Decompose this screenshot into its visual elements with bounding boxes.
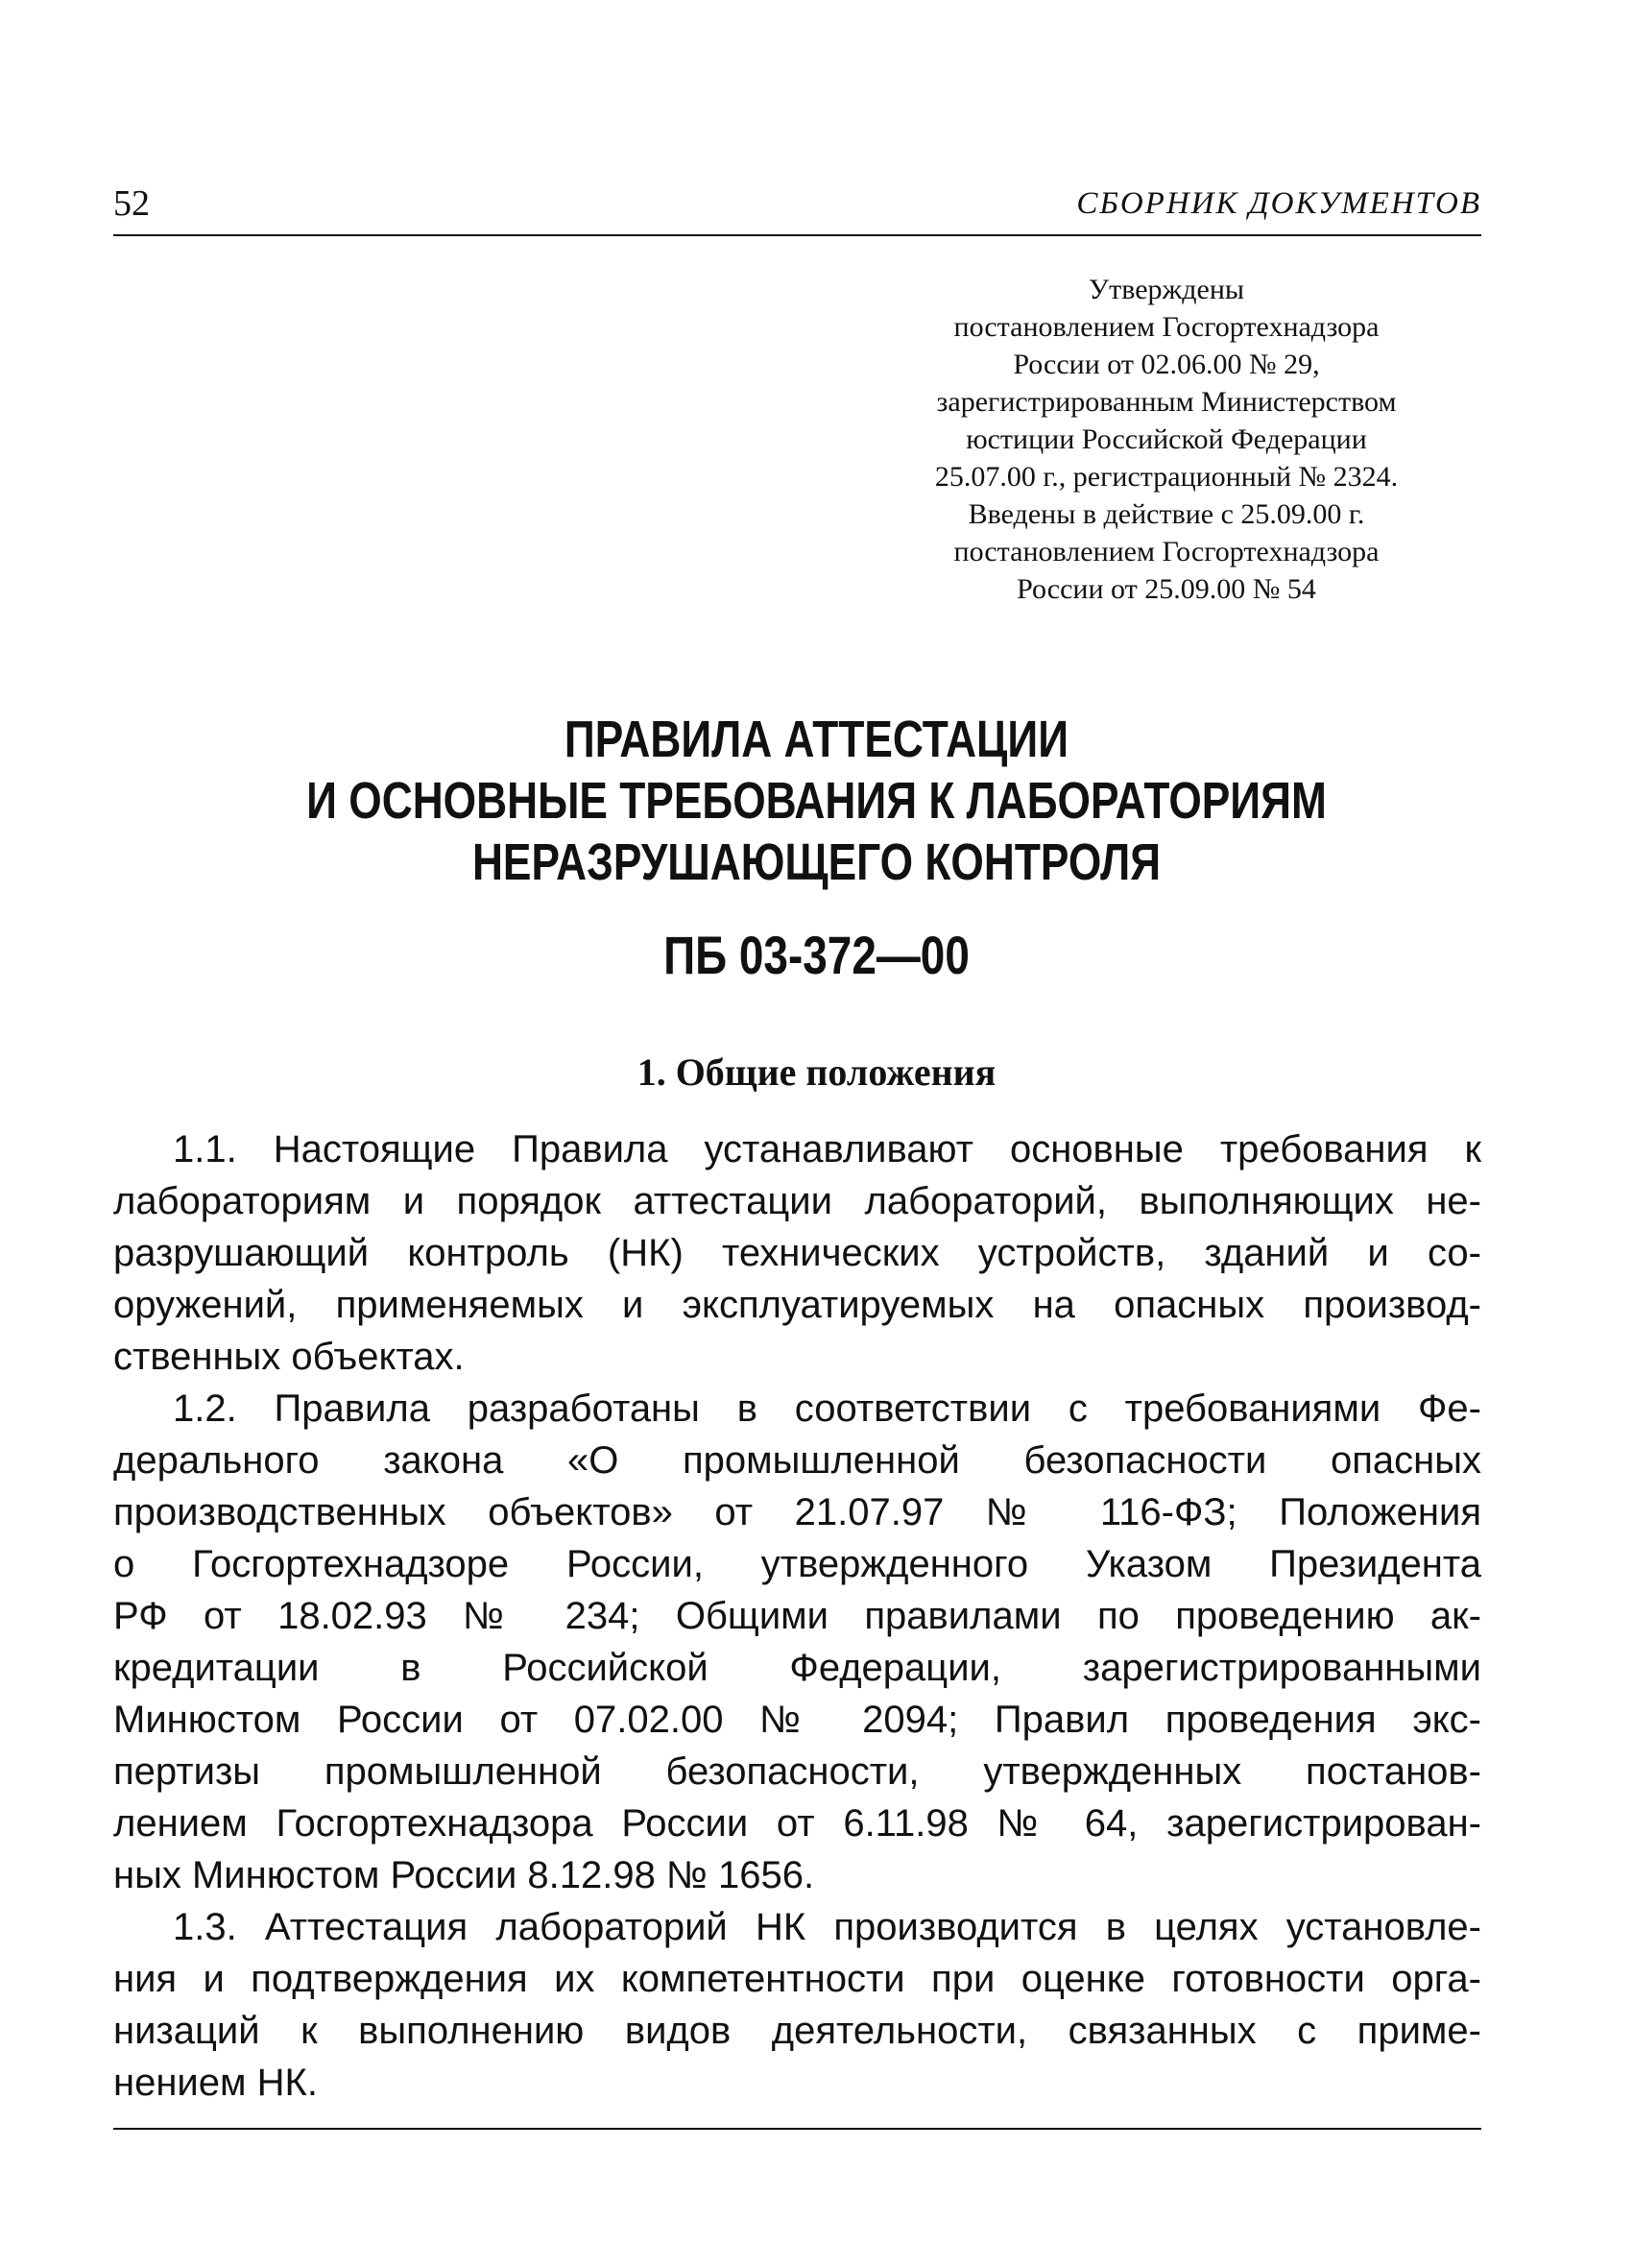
approval-line: юстиции Российской Федерации <box>966 423 1367 455</box>
text-line: пертизы промышленной безопасности, утвержденных постанов- <box>113 1750 1481 1793</box>
text-line: ния и подтверждения их компетентности при оценке готовности орга- <box>113 1958 1481 2000</box>
text-line: нением НК. <box>113 2062 318 2104</box>
approval-line: 25.07.00 г., регистрационный № 2324. <box>934 461 1399 493</box>
text-line: 1.2. Правила разработаны в соответствии с требованиями Фе- <box>173 1387 1481 1430</box>
text-line: ственных объектах. <box>113 1336 465 1378</box>
document-title <box>0 709 1633 893</box>
text-line: дерального закона «О промышленной безопасности опасных <box>113 1439 1481 1482</box>
text-line: лением Госгортехнадзора России от 6.11.98 № 64, зарегистрирован- <box>113 1802 1481 1845</box>
approval-line: России от 25.09.00 № 54 <box>1017 573 1316 605</box>
text-line: 1.3. Аттестация лабораторий НК производится в целях установле- <box>173 1906 1481 1948</box>
approval-line: постановлением Госгортехнадзора <box>953 311 1380 343</box>
text-line: производственных объектов» от 21.07.97 № 116-ФЗ; Положения <box>113 1491 1481 1533</box>
title-line: ПРАВИЛА АТТЕСТАЦИИ <box>564 711 1069 768</box>
approval-block <box>850 271 1483 608</box>
title-line: НЕРАЗРУШАЮЩЕГО КОНТРОЛЯ <box>471 833 1162 891</box>
running-title: СБОРНИК ДОКУМЕНТОВ <box>1076 186 1481 221</box>
text-line: оружений, применяемых и эксплуатируемых на опасных производ- <box>113 1284 1481 1326</box>
text-line: разрушающий контроль (НК) технических устройств, зданий и со- <box>113 1232 1481 1274</box>
section-body <box>113 1123 1481 2109</box>
footer-rule <box>113 2128 1481 2130</box>
text-line: ных Минюстом России 8.12.98 № 1656. <box>113 1854 815 1896</box>
approval-line: России от 02.06.00 № 29, <box>1013 349 1320 380</box>
approval-line: постановлением Госгортехнадзора <box>953 536 1380 567</box>
title-line: И ОСНОВНЫЕ ТРЕБОВАНИЯ К ЛАБОРАТОРИЯМ <box>306 772 1327 830</box>
text-line: 1.1. Настоящие Правила устанавливают основные требования к <box>173 1128 1481 1170</box>
paragraph-1-2 <box>113 1383 1481 1901</box>
document-code: ПБ 03-372—00 <box>663 925 970 985</box>
text-line: РФ от 18.02.93 № 234; Общими правилами по проведению ак- <box>113 1595 1481 1637</box>
page-number: 52 <box>113 183 150 224</box>
text-line: о Госгортехнадзоре России, утвержденного Указом Президента <box>113 1543 1481 1585</box>
text-line: Минюстом России от 07.02.00 № 2094; Правил проведения экс- <box>113 1699 1481 1741</box>
page-header <box>113 181 1481 238</box>
text-line: лабораториям и порядок аттестации лабораторий, выполняющих не- <box>113 1180 1481 1222</box>
section-heading: 1. Общие положения <box>636 1050 997 1094</box>
approval-line: зарегистрированным Министерством <box>936 386 1397 418</box>
text-line: кредитации в Российской Федерации, зарегистрированными <box>113 1647 1481 1689</box>
text-line: низаций к выполнению видов деятельности, связанных с приме- <box>113 2010 1481 2052</box>
approval-line: Введены в действие с 25.09.00 г. <box>968 498 1365 530</box>
paragraph-1-3 <box>113 1901 1481 2109</box>
approval-line: Утверждены <box>1088 274 1245 305</box>
paragraph-1-1 <box>113 1123 1481 1383</box>
header-rule <box>113 234 1481 236</box>
